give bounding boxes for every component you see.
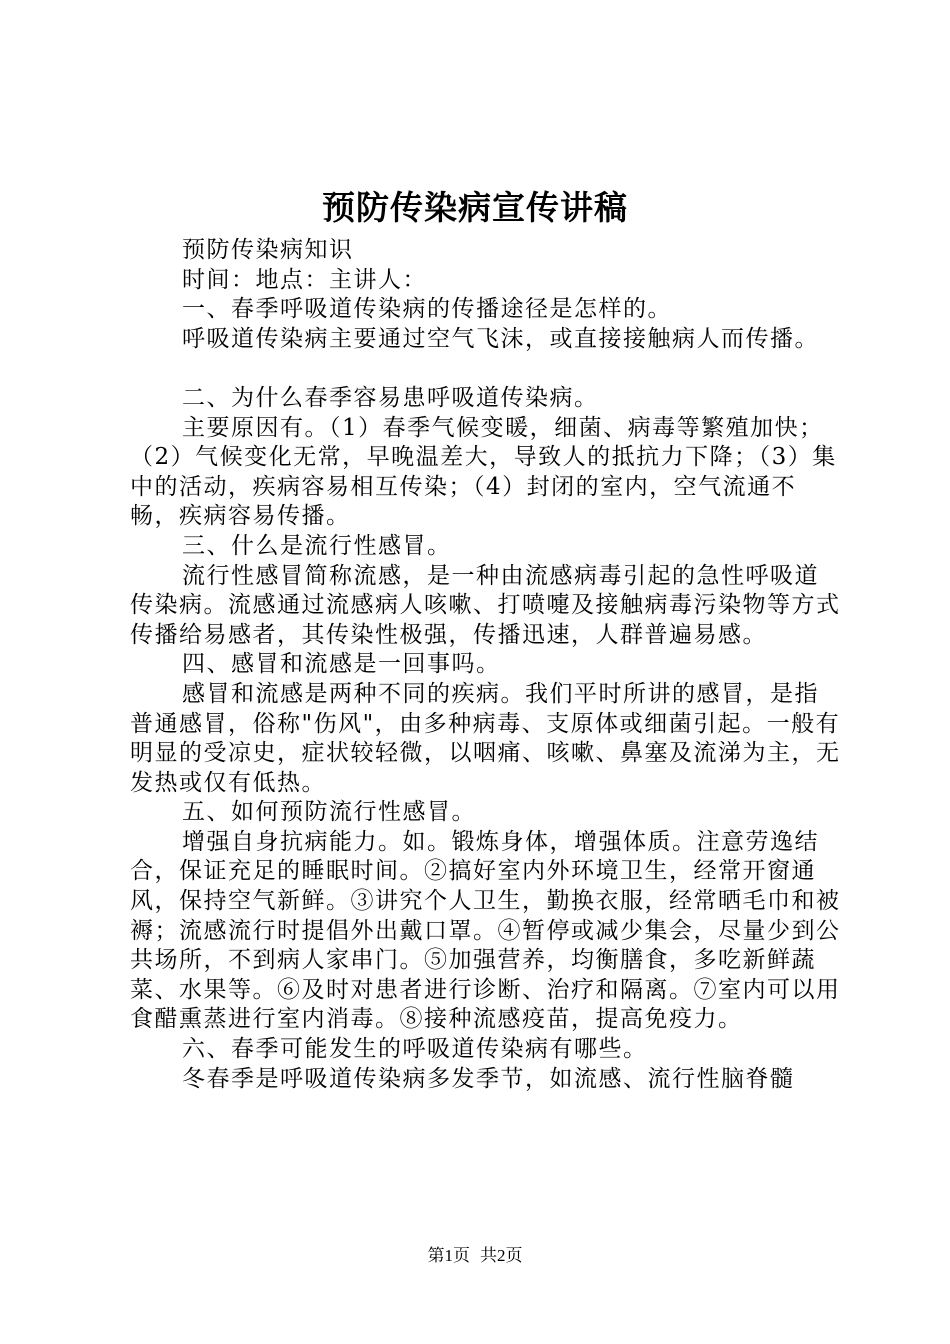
section-heading-6: 六、春季可能发生的呼吸道传染病有哪些。 (182, 1036, 648, 1063)
paragraph-3: 流行性感冒简称流感，是一种由流感病毒引起的急性呼吸道传染病。流感通过流感病人咳嗽、打喷嚏及接触病毒污染物等方式传播给易感者，其传染性极强，传播迅速，人群普遍易感。 (130, 562, 841, 648)
section-heading-4: 四、感冒和流感是一回事吗。 (182, 651, 501, 678)
paragraph-5: 增强自身抗病能力。如。锻炼身体，增强体质。注意劳逸结合，保证充足的睡眠时间。②搞好室内外环境卫生，经常开窗通风，保持空气新鲜。③讲究个人卫生，勤换衣服，经常晒毛巾和被褥；流感流行时提倡外出戴口罩。④暂停或减少集会，尽量少到公共场所，不到病人家串门。⑤加强营养，均衡膳食，多吃新鲜蔬菜、水果等。⑥及时对患者进行诊断、治疗和隔离。⑦室内可以用食醋熏蒸进行室内消毒。⑧接种流感疫苗，提高免疫力。 (130, 828, 841, 1033)
blank-line (130, 354, 842, 384)
section-heading-1: 一、春季呼吸道传染病的传播途径是怎样的。 (182, 296, 672, 323)
paragraph-subtitle: 预防传染病知识 (182, 237, 354, 263)
paragraph-meta: 时间：地点：主讲人： (182, 266, 427, 293)
paragraph-6: 冬春季是呼吸道传染病多发季节，如流感、流行性脑脊髓 (182, 1065, 795, 1092)
document-title: 预防传染病宣传讲稿 (322, 188, 628, 227)
page-number: 第1页 (427, 1246, 470, 1265)
page-footer (0, 1244, 950, 1268)
section-heading-2: 二、为什么春季容易患呼吸道传染病。 (182, 384, 599, 411)
section-heading-5: 五、如何预防流行性感冒。 (182, 799, 476, 826)
section-heading-3: 三、什么是流行性感冒。 (182, 532, 452, 559)
document-body (130, 236, 842, 1094)
paragraph-2: 主要原因有。（1）春季气候变暖，细菌、病毒等繁殖加快；（2）气候变化无常，早晚温差大，导致人的抵抗力下降；（3）集中的活动，疾病容易相互传染；（4）封闭的室内，空气流通不畅，疾病容易传播。 (130, 414, 837, 530)
paragraph-4: 感冒和流感是两种不同的疾病。我们平时所讲的感冒，是指普通感冒，俗称"伤风"，由多种病毒、支原体或细菌引起。一般有明显的受凉史，症状较轻微，以咽痛、咳嗽、鼻塞及流涕为主，无发热或仅有低热。 (130, 680, 841, 796)
paragraph-1: 呼吸道传染病主要通过空气飞沫，或直接接触病人而传播。 (182, 325, 819, 352)
page-total: 共2页 (480, 1246, 523, 1265)
